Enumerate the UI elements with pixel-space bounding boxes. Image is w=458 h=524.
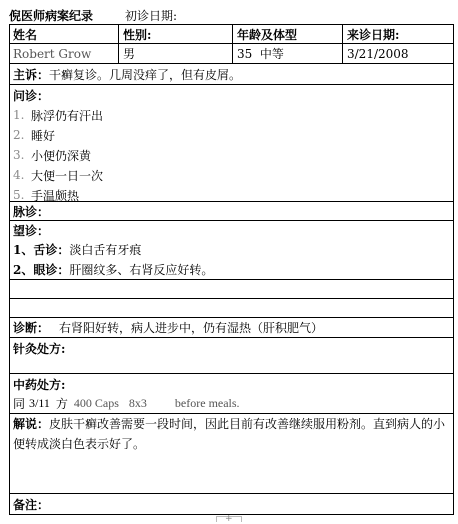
- list-text: 大便一日一次: [31, 168, 104, 183]
- diagnosis-row: [13, 318, 323, 337]
- acupuncture-label: 针灸处方:: [13, 341, 66, 356]
- observation-label: 望诊：: [13, 223, 50, 238]
- eye-text: 肝圈纹多、右肾反应好转。: [69, 262, 214, 277]
- list-number: 1.: [13, 108, 25, 122]
- list-text: 睡好: [31, 128, 56, 143]
- chief-complaint-row: [13, 64, 241, 84]
- rule-12: [9, 493, 454, 494]
- rule-3: [9, 84, 454, 85]
- rule-7: [9, 298, 454, 299]
- list-item: [13, 165, 103, 185]
- inquiry-label-row: [13, 85, 49, 105]
- col-divider-3: [342, 24, 343, 63]
- herbal-timing: before meals.: [174, 396, 240, 410]
- herbal-prefix: 同: [13, 397, 26, 411]
- list-number: 4.: [13, 168, 25, 182]
- diagnosis-text: 右肾阳好转，病人进步中，仍有湿热（肝积肥气）: [59, 321, 324, 335]
- chief-complaint-label: 主诉：: [13, 67, 50, 82]
- explanation-text: 皮肤干癣改善需要一段时间，因此目前有改善继续服用粉剂。直到病人的小便转成淡白色表示好了。: [13, 417, 446, 451]
- first-visit-date-label: 初诊日期:: [125, 8, 178, 23]
- rule-6: [9, 279, 454, 280]
- herbal-label-row: [13, 375, 65, 394]
- herbal-prescription-row: [13, 394, 240, 413]
- pulse-label: 脉诊：: [13, 204, 50, 219]
- inquiry-list: [13, 105, 103, 205]
- visit-date: 3/21/2008: [347, 46, 409, 61]
- list-text: 小便仍深黄: [31, 148, 92, 163]
- list-number: 2.: [13, 128, 25, 142]
- herbal-caps: 400 Caps: [73, 396, 119, 410]
- gender-header: 性别:: [123, 27, 152, 42]
- pulse-row: [13, 202, 49, 220]
- notes-label: 备注：: [13, 497, 50, 512]
- explanation-label: 解说：: [13, 417, 50, 431]
- eye-row: [13, 259, 213, 279]
- tongue-text: 淡白舌有牙痕: [69, 242, 142, 257]
- tongue-row: [13, 239, 141, 259]
- patient-gender: 男: [123, 47, 136, 61]
- col-divider-1: [118, 24, 119, 63]
- name-header: 姓名: [13, 27, 38, 42]
- record-title: 倪医师病案纪录: [9, 8, 94, 23]
- acupuncture-row: [13, 338, 65, 358]
- herbal-label: 中药处方:: [13, 378, 66, 392]
- list-item: [13, 145, 103, 165]
- herbal-date: 3/11: [29, 396, 50, 410]
- chief-complaint-text: 干癣复诊。几周没痒了，但有皮屑。: [49, 67, 242, 82]
- rule-9: [9, 337, 454, 338]
- observation-label-row: [13, 221, 49, 239]
- list-number: 5.: [13, 188, 25, 202]
- eye-label: 2、眼诊：: [13, 262, 70, 277]
- tongue-label: 1、舌诊：: [13, 242, 70, 257]
- rule-10: [9, 373, 454, 374]
- list-text: 脉浮仍有汗出: [31, 108, 104, 123]
- patient-age-build: 35 中等: [237, 47, 284, 61]
- rule-5: [9, 220, 454, 221]
- diagnosis-label: 诊断：: [13, 321, 50, 335]
- notes-row: [13, 494, 49, 514]
- patient-name: Robert Grow: [13, 46, 92, 61]
- age-build-header: 年龄及体型: [237, 27, 298, 42]
- list-item: [13, 125, 103, 145]
- herbal-dose: 8x3: [128, 396, 147, 410]
- list-item: [13, 105, 103, 125]
- inquiry-label: 问诊：: [13, 88, 50, 103]
- herbal-fang: 方: [55, 397, 68, 411]
- col-divider-2: [232, 24, 233, 63]
- plus-icon[interactable]: +: [225, 514, 233, 524]
- list-text: 手温颇热: [31, 188, 80, 203]
- list-number: 3.: [13, 148, 25, 162]
- record-header: [9, 6, 177, 24]
- explanation-paragraph: [13, 414, 451, 454]
- visit-date-header: 来诊日期:: [347, 27, 400, 42]
